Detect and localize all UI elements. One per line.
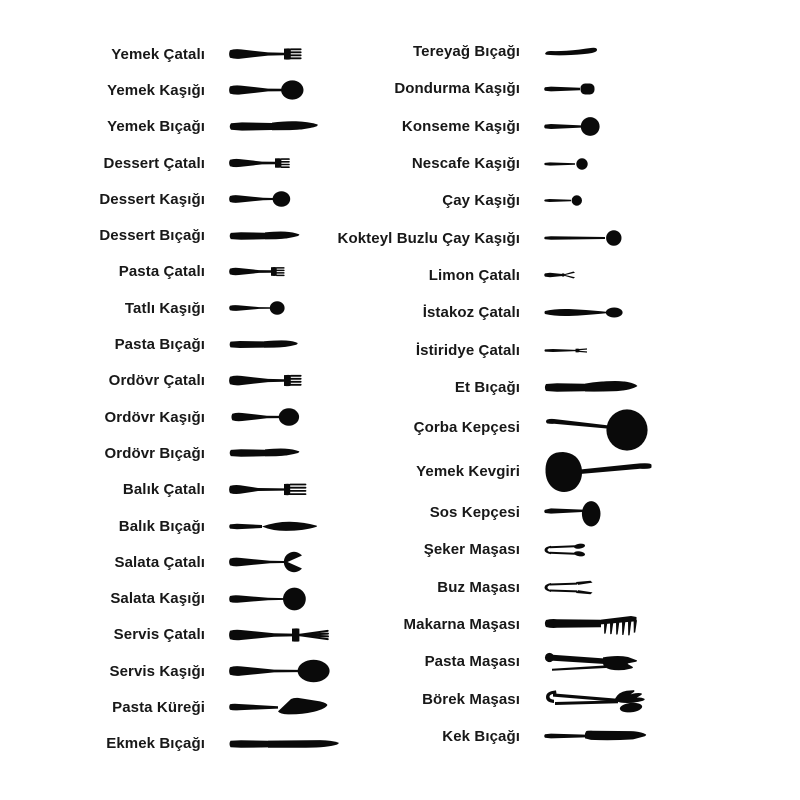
legend-row (330, 294, 780, 331)
legend-row (330, 70, 780, 107)
utensil-label: Salata Kaşığı (110, 590, 205, 608)
utensil-label: Et Bıçağı (454, 378, 520, 396)
legend-row (330, 450, 780, 494)
legend-row (330, 718, 780, 755)
legend-row (330, 643, 780, 680)
legend-row (330, 606, 780, 643)
oyster-fork-icon (543, 346, 588, 355)
legend-row (330, 33, 780, 70)
fish-fork-icon (228, 482, 310, 497)
dinner-fork-icon (228, 46, 302, 62)
hors-doeuvre-fork-icon (228, 372, 302, 389)
utensil-label: İstakoz Çatalı (422, 304, 520, 322)
utensil-label: Yemek Çatalı (111, 45, 205, 63)
hors-doeuvre-spoon-icon (228, 407, 302, 427)
utensil-label: Makarna Maşası (403, 616, 520, 633)
legend-row (330, 219, 780, 256)
lemon-fork-icon (543, 270, 578, 280)
pasta-tongs-icon (543, 612, 639, 638)
utensil-label: Pasta Maşası (424, 653, 520, 671)
utensil-label: İstiridye Çatalı (415, 341, 520, 359)
tea-spoon-icon (543, 195, 583, 206)
utensil-label: Ordövr Çatalı (108, 372, 205, 390)
hors-doeuvre-knife-icon (228, 447, 300, 459)
right-column (330, 33, 780, 755)
cake-knife-icon (543, 728, 647, 744)
dessert-knife-icon (228, 230, 300, 242)
sugar-tongs-icon (543, 543, 587, 557)
legend-row (330, 145, 780, 182)
utensil-label: Çay Kaşığı (442, 192, 520, 210)
utensil-label: Ordövr Kaşığı (104, 408, 205, 426)
legend-row (330, 569, 780, 606)
legend-row (330, 108, 780, 145)
pastry-fork-icon (228, 265, 285, 278)
salad-fork-icon (228, 551, 306, 573)
legend-row (330, 182, 780, 219)
utensil-label: Dondurma Kaşığı (394, 80, 520, 98)
ice-cream-spoon-icon (543, 82, 599, 96)
utensil-label: Limon Çatalı (428, 266, 520, 284)
utensil-label: Servis Kaşığı (109, 662, 205, 680)
dessert-fork-icon (228, 156, 290, 170)
utensil-label: Dessert Kaşığı (99, 190, 205, 208)
pastry-tongs-icon (543, 684, 647, 714)
salad-spoon-icon (228, 587, 306, 611)
serving-spoon-icon (228, 658, 330, 684)
dessert-spoon-icon (228, 190, 291, 208)
utensil-label: Kek Bıçağı (442, 727, 520, 745)
butter-knife-icon (543, 46, 599, 57)
legend-row (330, 406, 780, 450)
utensil-label: Balık Bıçağı (118, 517, 205, 535)
sauce-ladle-icon (543, 499, 601, 527)
utensil-label: Konseme Kaşığı (401, 117, 520, 135)
utensil-label: Yemek Kaşığı (107, 81, 205, 99)
legend-row (330, 680, 780, 717)
cake-server-icon (228, 694, 330, 720)
utensil-label: Ordövr Bıçağı (104, 444, 205, 462)
soup-ladle-icon (543, 406, 649, 450)
legend-row (330, 257, 780, 294)
utensil-label: Tatlı Kaşığı (124, 299, 205, 317)
iced-tea-spoon-icon (543, 230, 623, 246)
utensil-label: Buz Maşası (437, 578, 520, 596)
meat-knife-icon (543, 380, 638, 395)
utensil-label: Servis Çatalı (113, 626, 205, 644)
serving-fork-icon (228, 625, 330, 645)
utensil-label: Pasta Bıçağı (114, 336, 205, 354)
utensil-label: Dessert Çatalı (103, 154, 205, 172)
bread-knife-icon (228, 738, 340, 750)
skimmer-icon (543, 450, 653, 494)
ice-tongs-icon (543, 580, 593, 595)
legend-row (330, 494, 780, 531)
utensil-label: Tereyağ Bıçağı (412, 43, 520, 61)
fish-knife-icon (228, 520, 318, 533)
consomme-spoon-icon (543, 116, 600, 137)
dinner-knife-icon (228, 120, 318, 133)
pastry-knife-icon (228, 339, 298, 350)
utensil-label: Salata Çatalı (114, 553, 205, 571)
utensil-label: Balık Çatalı (122, 481, 205, 499)
cake-tongs-icon (543, 649, 639, 675)
dessert-teaspoon-icon (228, 300, 285, 316)
utensil-label: Yemek Kevgiri (416, 463, 520, 481)
nescafe-spoon-icon (543, 158, 589, 170)
utensil-label: Kokteyl Buzlu Çay Kaşığı (337, 229, 520, 247)
dinner-spoon-icon (228, 79, 304, 101)
utensil-label: Çorba Kepçesi (413, 419, 520, 437)
utensil-label: Ekmek Bıçağı (106, 735, 205, 753)
utensil-label: Nescafe Kaşığı (411, 155, 520, 173)
utensil-label: Pasta Çatalı (118, 263, 205, 281)
lobster-fork-icon (543, 306, 623, 319)
legend-row (330, 331, 780, 368)
utensil-label: Pasta Küreği (112, 698, 205, 716)
utensil-label: Şeker Maşası (423, 541, 520, 559)
legend-row (330, 531, 780, 568)
utensil-label: Dessert Bıçağı (99, 227, 205, 245)
utensil-label: Börek Maşası (422, 690, 520, 708)
utensil-label: Sos Kepçesi (429, 504, 520, 522)
legend-row (330, 369, 780, 406)
utensil-label: Yemek Bıçağı (107, 118, 205, 136)
